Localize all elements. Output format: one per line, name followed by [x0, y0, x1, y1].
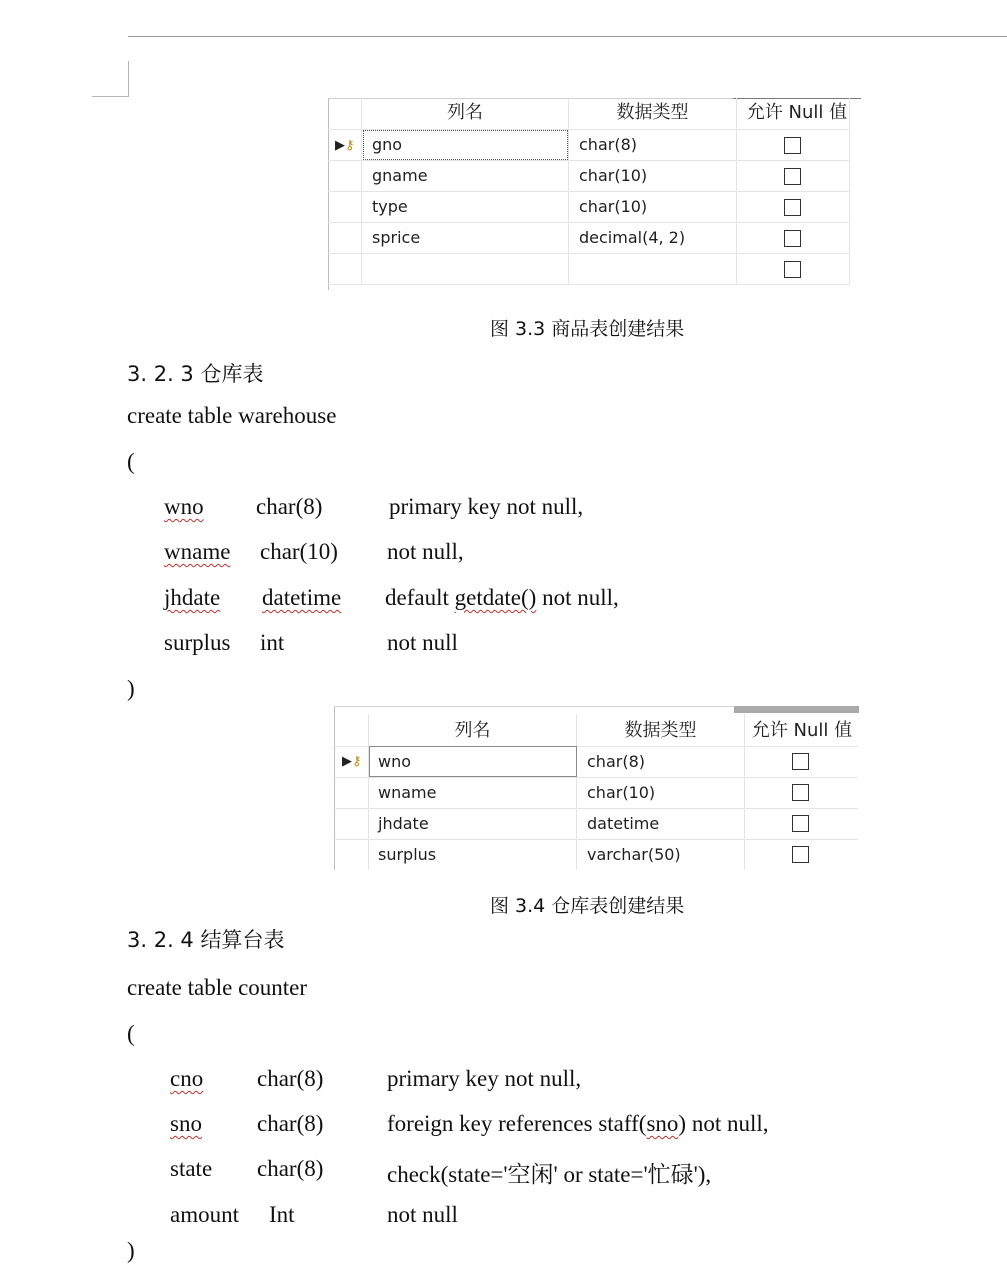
sql-close-paren: ): [127, 1238, 135, 1263]
row-data-type[interactable]: decimal(4, 2): [579, 228, 686, 247]
row-data-type[interactable]: char(8): [579, 135, 637, 154]
allow-null-checkbox[interactable]: [784, 137, 801, 154]
column-header-allow-null: 允许 Null 值: [751, 720, 853, 741]
sql-column-name: surplus: [164, 630, 231, 655]
warehouse-table-design-grid: [334, 706, 859, 870]
row-column-name[interactable]: jhdate: [378, 814, 429, 833]
sql-column-constraint: not null,: [387, 539, 464, 564]
row-data-type[interactable]: char(10): [579, 166, 648, 185]
sql-column-type: char(8): [257, 1111, 324, 1136]
column-header-name: 列名: [454, 720, 491, 741]
sql-column-type: Int: [269, 1202, 295, 1227]
row-column-name[interactable]: surplus: [378, 845, 437, 864]
primary-key-icon: ▶⚷: [335, 138, 355, 153]
allow-null-checkbox[interactable]: [784, 230, 801, 247]
sql-column-name: jhdate: [164, 585, 221, 610]
margin-corner-mark: [128, 61, 129, 97]
sql-column-constraint: foreign key references staff(sno) not null,: [387, 1111, 769, 1136]
page-top-rule: [128, 36, 1007, 37]
sql-create-statement: create table warehouse: [127, 403, 337, 428]
sql-column-constraint: check(state='空闲' or state='忙碌'),: [387, 1162, 712, 1187]
allow-null-checkbox[interactable]: [784, 261, 801, 278]
margin-corner-mark: [92, 96, 129, 97]
sql-column-name: wname: [164, 539, 231, 564]
figure-caption: 图 3.4 仓库表创建结果: [490, 895, 685, 917]
sql-column-type: char(8): [257, 1156, 324, 1181]
row-column-name[interactable]: wname: [378, 783, 437, 802]
row-column-name[interactable]: type: [372, 197, 408, 216]
sql-column-constraint: primary key not null,: [389, 494, 584, 519]
sql-column-type: datetime: [262, 585, 342, 610]
sql-column-constraint: primary key not null,: [387, 1066, 582, 1091]
sql-create-statement: create table counter: [127, 975, 308, 1000]
sql-column-constraint: default getdate() not null,: [385, 585, 619, 610]
row-data-type[interactable]: char(8): [587, 752, 645, 771]
sql-open-paren: (: [127, 1021, 135, 1046]
section-heading: 3. 2. 4 结算台表: [127, 928, 285, 952]
row-column-name[interactable]: gno: [372, 135, 403, 154]
allow-null-checkbox[interactable]: [792, 846, 809, 863]
sql-column-constraint: not null: [387, 1202, 458, 1227]
row-data-type[interactable]: char(10): [579, 197, 648, 216]
row-column-name[interactable]: gname: [372, 166, 428, 185]
goods-table-design-grid: [328, 98, 861, 290]
sql-column-type: int: [260, 630, 285, 655]
primary-key-icon: ▶⚷: [342, 754, 362, 769]
row-data-type[interactable]: datetime: [587, 814, 660, 833]
sql-column-type: char(8): [257, 1066, 324, 1091]
row-column-name[interactable]: sprice: [372, 228, 421, 247]
sql-close-paren: ): [127, 676, 135, 701]
allow-null-checkbox[interactable]: [792, 784, 809, 801]
sql-column-name: cno: [170, 1066, 204, 1091]
row-column-name[interactable]: wno: [378, 752, 412, 771]
section-heading: 3. 2. 3 仓库表: [127, 362, 264, 386]
allow-null-checkbox[interactable]: [784, 168, 801, 185]
allow-null-checkbox[interactable]: [792, 753, 809, 770]
row-data-type[interactable]: varchar(50): [587, 845, 681, 864]
sql-column-name: amount: [170, 1202, 239, 1227]
sql-column-constraint: not null: [387, 630, 458, 655]
column-header-datatype: 数据类型: [616, 102, 689, 123]
column-header-name: 列名: [447, 102, 483, 123]
sql-column-type: char(8): [256, 494, 323, 519]
sql-column-type: char(10): [260, 539, 338, 564]
column-header-datatype: 数据类型: [624, 720, 697, 741]
sql-open-paren: (: [127, 449, 135, 474]
column-header-allow-null: 允许 Null 值: [746, 102, 848, 123]
row-data-type[interactable]: char(10): [587, 783, 656, 802]
sql-column-name: wno: [164, 494, 204, 519]
allow-null-checkbox[interactable]: [792, 815, 809, 832]
sql-column-name: sno: [170, 1111, 202, 1136]
sql-column-name: state: [170, 1156, 213, 1181]
allow-null-checkbox[interactable]: [784, 199, 801, 216]
figure-caption: 图 3.3 商品表创建结果: [490, 318, 685, 340]
